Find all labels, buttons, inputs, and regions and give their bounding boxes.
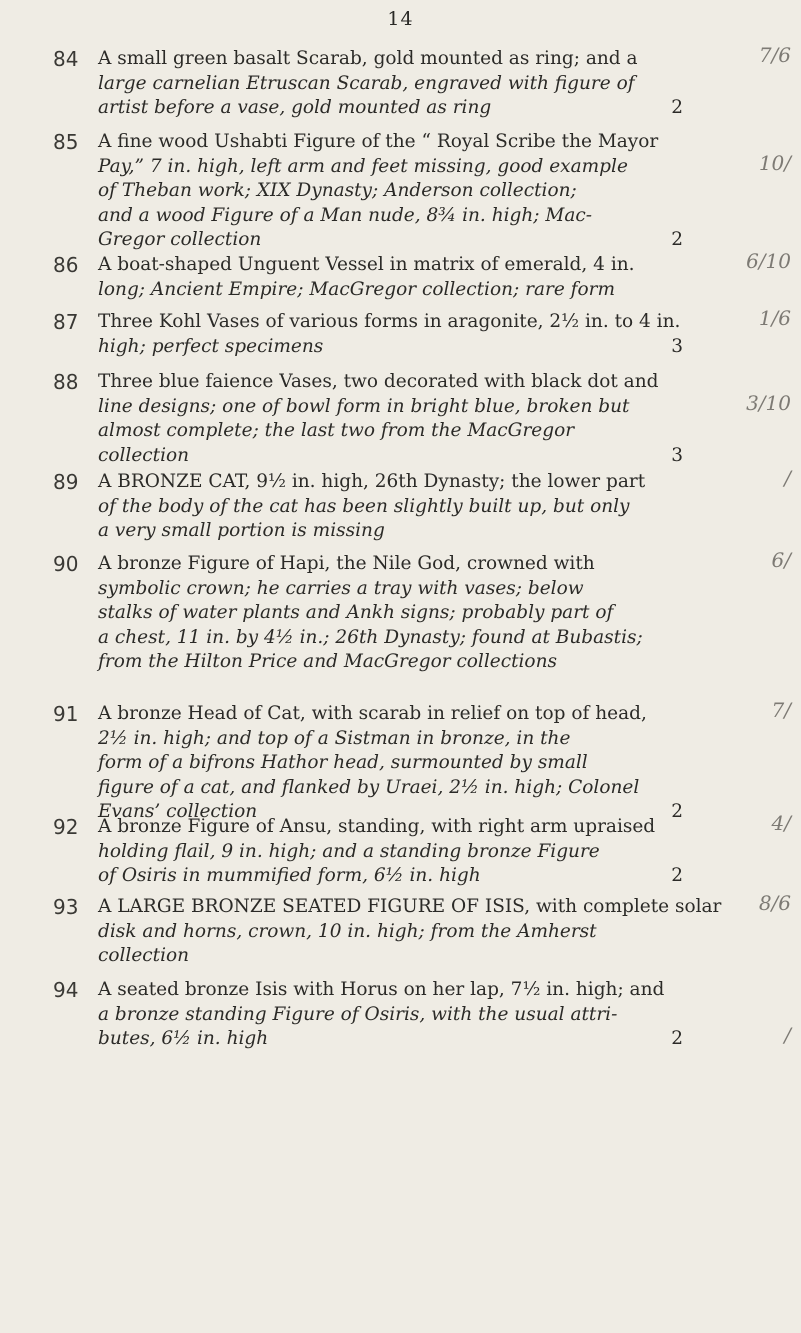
lot-description-line: A small green basalt Scarab, gold mounted as ring; and a: [98, 48, 638, 69]
lot-description: [98, 130, 753, 253]
lot-description-line: A BRONZE CAT, 9½ in. high, 26th Dynasty; the lower part: [98, 471, 646, 492]
lot-description: [98, 895, 753, 969]
lot-description: [98, 552, 753, 675]
lot-description-line: almost complete; the last two from the MacGregor: [98, 420, 575, 441]
handwritten-price-annotation: /: [784, 1023, 791, 1047]
lot-description-line: Gregor collection: [98, 229, 262, 250]
handwritten-price-annotation: /: [784, 466, 791, 490]
lot-quantity: 2: [671, 1028, 683, 1049]
lot-description-line: A boat-shaped Unguent Vessel in matrix of emerald, 4 in.: [98, 254, 635, 275]
lot-description-line: A seated bronze Isis with Horus on her lap, 7½ in. high; and: [98, 979, 665, 1000]
lot-description-line: of Osiris in mummified form, 6½ in. high: [98, 865, 481, 886]
lot-description-line: collection: [98, 444, 190, 466]
lot-description: [98, 310, 753, 359]
lot-description-line: Three blue faience Vases, two decorated with black dot and: [98, 371, 659, 392]
lot-description: [98, 978, 753, 1052]
lot-description-line: A bronze Figure of Hapi, the Nile God, crowned with: [98, 553, 595, 574]
lot-description-line: from the Hilton Price and MacGregor collections: [98, 651, 557, 672]
lot-description-line: A LARGE BRONZE SEATED FIGURE OF ISIS, with complete solar: [98, 896, 722, 917]
lot-quantity: 2: [671, 97, 683, 118]
lot-description-line: disk and horns, crown, 10 in. high; from the Amherst: [98, 920, 597, 942]
lot-description-line: Evans’ collection: [98, 801, 258, 822]
lot-description: [98, 47, 753, 121]
lot-number: 90: [53, 552, 79, 576]
lot-description-line: A bronze Head of Cat, with scarab in relief on top of head,: [98, 703, 647, 724]
lot-number: 92: [53, 815, 79, 839]
lot-number: 94: [53, 978, 79, 1002]
handwritten-price-annotation: 4/: [771, 811, 791, 835]
lot-description-line: a chest, 11 in. by 4½ in.; 26th Dynasty; found at Bubastis;: [98, 626, 643, 648]
lot-description-line: symbolic crown; he carries a tray with vases; below: [98, 577, 584, 599]
lot-number: 84: [53, 47, 79, 71]
lot-description-line: and a wood Figure of a Man nude, 8¾ in. high; Mac-: [98, 204, 592, 226]
lot-description-line: stalks of water plants and Ankh signs; probably part of: [98, 602, 614, 623]
handwritten-price-annotation: 7/: [771, 698, 791, 722]
lot-number: 91: [53, 702, 79, 726]
lot-description-line: form of a bifrons Hathor head, surmounted by small: [98, 752, 588, 773]
lot-description-line: Pay,” 7 in. high, left arm and feet missing, good example: [98, 155, 628, 177]
handwritten-price-annotation: 3/10: [746, 390, 791, 415]
lot-description: [98, 370, 753, 468]
lot-description-line: of the body of the cat has been slightly built up, but only: [98, 495, 630, 517]
lot-quantity: 3: [671, 444, 683, 466]
lot-description-line: butes, 6½ in. high: [98, 1028, 269, 1049]
lot-number: 87: [53, 310, 79, 334]
lot-description-line: of Theban work; XIX Dynasty; Anderson collection;: [98, 180, 577, 201]
lot-description-line: line designs; one of bowl form in bright blue, broken but: [98, 395, 630, 417]
lot-description-line: a very small portion is missing: [98, 520, 385, 541]
lot-description: [98, 702, 753, 825]
lot-description: [98, 470, 753, 544]
lot-number: 85: [53, 130, 79, 154]
lot-description: [98, 815, 753, 889]
lot-number: 89: [53, 470, 79, 494]
lot-description-line: long; Ancient Empire; MacGregor collection; rare form: [98, 278, 616, 300]
lot-quantity: 2: [671, 801, 683, 822]
handwritten-price-annotation: 6/: [771, 548, 791, 572]
handwritten-price-annotation: 10/: [758, 150, 791, 175]
lot-description: [98, 253, 753, 302]
lot-number: 93: [53, 895, 79, 919]
lot-description-line: figure of a cat, and flanked by Uraei, 2½ in. high; Colonel: [98, 776, 640, 798]
handwritten-price-annotation: 6/10: [746, 249, 791, 273]
lot-description-line: a bronze standing Figure of Osiris, with the usual attri-: [98, 1003, 618, 1025]
lot-quantity: 2: [671, 229, 683, 250]
lot-description-line: artist before a vase, gold mounted as ring: [98, 97, 492, 118]
page-number: 14: [387, 8, 414, 30]
lot-description-line: A bronze Figure of Ansu, standing, with right arm upraised: [98, 816, 656, 837]
lot-number: 88: [53, 370, 79, 394]
lot-description-line: large carnelian Etruscan Scarab, engraved with figure of: [98, 72, 635, 94]
lot-quantity: 2: [671, 865, 683, 886]
lot-description-line: collection: [98, 945, 190, 966]
handwritten-price-annotation: 1/6: [758, 306, 791, 330]
lot-description-line: A fine wood Ushabti Figure of the “ Royal Scribe the Mayor: [98, 131, 659, 152]
handwritten-price-annotation: 8/6: [758, 891, 791, 915]
lot-description-line: 2½ in. high; and top of a Sistman in bronze, in the: [98, 727, 571, 749]
lot-description-line: Three Kohl Vases of various forms in aragonite, 2½ in. to 4 in.: [98, 311, 681, 332]
lot-quantity: 3: [671, 335, 683, 357]
handwritten-price-annotation: 7/6: [758, 43, 791, 67]
lot-description-line: high; perfect specimens: [98, 335, 324, 357]
lot-description-line: holding flail, 9 in. high; and a standing bronze Figure: [98, 840, 600, 862]
lot-number: 86: [53, 253, 79, 277]
